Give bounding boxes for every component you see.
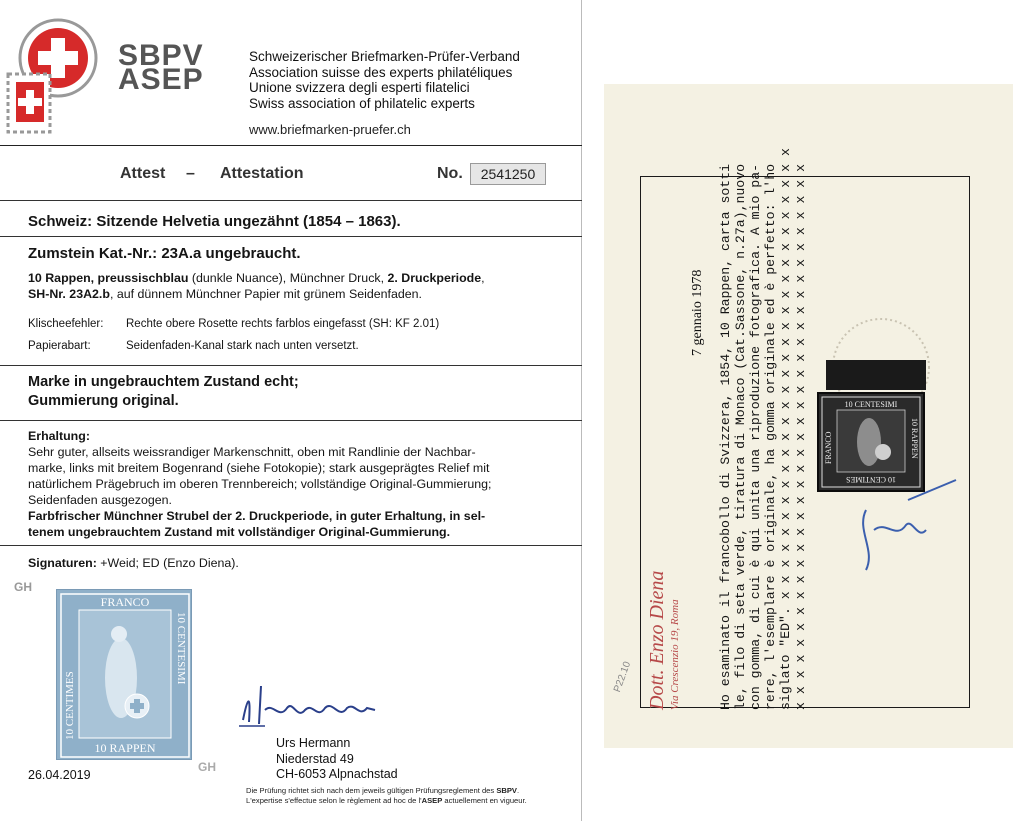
italian-line: x x x x x x x x x x x x x x x x x x x x x x x x x x x x x x x x x x x <box>793 163 809 710</box>
organization-names <box>249 49 520 111</box>
footer-line-1 <box>246 786 527 796</box>
logo-abbr-asep: ASEP <box>118 63 204 96</box>
description-line-2 <box>28 287 422 301</box>
divider <box>0 545 582 546</box>
klischee-value: Rechte obere Rosette rechts farblos eingefasst (SH: KF 2.01) <box>126 318 440 330</box>
erhaltung-line: marke, links mit breitem Bogenrand (siehe Fotokopie); stark ausgeprägtes Relief mit <box>28 461 490 475</box>
divider <box>0 365 582 366</box>
desc-comma: , <box>481 271 485 285</box>
hermann-signature-icon <box>235 680 385 735</box>
pencil-note: P22.10 <box>612 660 634 694</box>
desc-denomination: 10 Rappen, preussischblau <box>28 271 189 285</box>
helvetia-stamp-icon <box>57 590 193 761</box>
diena-signature-text <box>646 520 696 710</box>
italian-line: siglato "ED". x x x x x x x x x x x x x x x x x x x x x x x x x x x x x <box>778 148 794 710</box>
signer-street: Niederstad 49 <box>276 751 354 766</box>
summary-line: Farbfrischer Münchner Strubel der 2. Druckperiode, in guter Erhaltung, in sel- <box>28 509 486 523</box>
italian-certificate-text <box>718 148 826 710</box>
black-stamp-top: 10 CENTESIMI <box>844 400 898 409</box>
verdict-line-2: Gummierung original. <box>28 393 179 409</box>
divider <box>0 420 582 421</box>
erhaltung-label: Erhaltung: <box>28 429 90 443</box>
stamp-left-text: 10 CENTIMES <box>64 671 76 740</box>
signatures-row <box>28 556 239 570</box>
footer-sbpv: SBPV <box>496 786 517 795</box>
signer-city: CH-6053 Alpnachstad <box>276 767 398 781</box>
diena-address: Via Crescenzio 19, Roma <box>669 599 681 710</box>
sbpv-logo-icon <box>6 18 106 136</box>
italian-line: le, filo di seta verde, tiratura di Monaco (Cat.Sassone, n.27a),nuovo <box>733 163 749 710</box>
desc-paper: , auf dünnem Münchner Papier mit grünem Seidenfaden. <box>109 287 422 301</box>
cert-number-label: No. <box>437 165 463 182</box>
catalog-number: Zumstein Kat.-Nr.: 23A.a ungebraucht. <box>28 245 301 262</box>
cert-number: 2541250 <box>470 163 546 185</box>
stamp-top-text: FRANCO <box>100 595 150 609</box>
footer-text: actuellement en vigueur. <box>442 796 527 805</box>
black-stamp-right: 10 RAPPEN <box>910 418 919 459</box>
diena-signature <box>646 520 696 710</box>
stamp-heading: Schweiz: Sitzende Helvetia ungezähnt (1854 – 1863). <box>28 213 401 230</box>
attest-title-row <box>0 163 582 187</box>
certificate-date: 26.04.2019 <box>28 768 91 782</box>
italian-line: Ho esaminato il francobollo di Svizzera, 1854, 10 Rappen, carta sotti <box>718 163 733 710</box>
website-url: www.briefmarken-pruefer.ch <box>249 122 411 137</box>
diena-name: Dott. Enzo Diena <box>646 570 668 710</box>
erhaltung-line: Seidenfaden ausgezogen. <box>28 493 172 507</box>
org-name-fr: Association suisse des experts philatéliques <box>249 64 513 80</box>
desc-period: 2. Druckperiode <box>387 271 482 285</box>
signer-name: Urs Hermann <box>276 736 351 750</box>
erhaltung-line: Sehr guter, allseits weissrandiger Markenschnitt, oben mit Randlinie der Nachbar- <box>28 445 476 459</box>
italian-date <box>690 216 710 356</box>
certificate-header <box>0 0 582 146</box>
black-stamp-left: FRANCO <box>824 431 833 464</box>
footer-line-2 <box>246 796 527 806</box>
description-line-1 <box>28 271 485 285</box>
footer-text: . <box>517 786 520 795</box>
signer-address <box>276 736 398 783</box>
divider <box>0 200 582 201</box>
verdict-line-1: Marke in ungebrauchtem Zustand echt; <box>28 374 299 390</box>
divider <box>0 236 582 237</box>
attestation-label: Attestation <box>220 165 304 182</box>
italian-lines <box>718 148 826 710</box>
org-name-it: Unione svizzera degli esperti filatelici <box>249 80 470 95</box>
guarantee-mark-bottom: GH <box>198 760 216 774</box>
black-stamp-bottom: 10 CENTIMES <box>846 475 896 484</box>
guarantee-mark-top: GH <box>14 580 32 594</box>
footer-text: L'expertise s'effectue selon le règlement ad hoc de l' <box>246 796 422 805</box>
footer-text: Die Prüfung richtet sich nach dem jeweils gültigen Prüfungsreglement des <box>246 786 497 795</box>
italian-line: con gomma, di cui è qui unita una riproduzione fotografica. A mio pa- <box>748 163 764 710</box>
erhaltung-line: natürlichem Prägebruch im oberen Trennbereich; vollständige Original-Gummierung; <box>28 477 492 491</box>
klischee-label: Klischeefehler: <box>28 318 104 330</box>
logo-abbreviations <box>118 39 236 96</box>
ed-signature-icon <box>846 470 966 580</box>
italian-date-text: 7 gennaio 1978 <box>690 269 705 356</box>
footer-asep: ASEP <box>421 796 443 805</box>
stamp-bottom-text: 10 RAPPEN <box>94 741 156 755</box>
stamp-photo-blue <box>56 589 192 760</box>
papier-value: Seidenfaden-Kanal stark nach unten versetzt. <box>126 340 359 352</box>
title-dash: – <box>186 165 195 182</box>
certificate-footer <box>246 786 527 806</box>
signatures-label: Signaturen: <box>28 556 97 570</box>
org-name-de: Schweizerischer Briefmarken-Prüfer-Verband <box>249 49 520 64</box>
papier-label: Papierabart: <box>28 340 91 352</box>
signatures-value: +Weid; ED (Enzo Diena). <box>96 556 239 570</box>
org-name-en: Swiss association of philatelic experts <box>249 95 475 111</box>
logo-abbr-sbpv: SBPV <box>118 39 204 72</box>
summary-line: tenem ungebrauchtem Zustand mit vollständiger Original-Gummierung. <box>28 525 451 539</box>
desc-print: (dunkle Nuance), Münchner Druck, <box>188 271 388 285</box>
stamp-right-text: 10 CENTESIMI <box>175 612 187 685</box>
attest-label: Attest <box>120 165 166 182</box>
desc-sh-number: SH-Nr. 23A2.b <box>28 287 110 301</box>
italian-line: rere, l'esemplare è originale, ha gomma originale ed è perfetto: l'ho <box>763 163 779 710</box>
